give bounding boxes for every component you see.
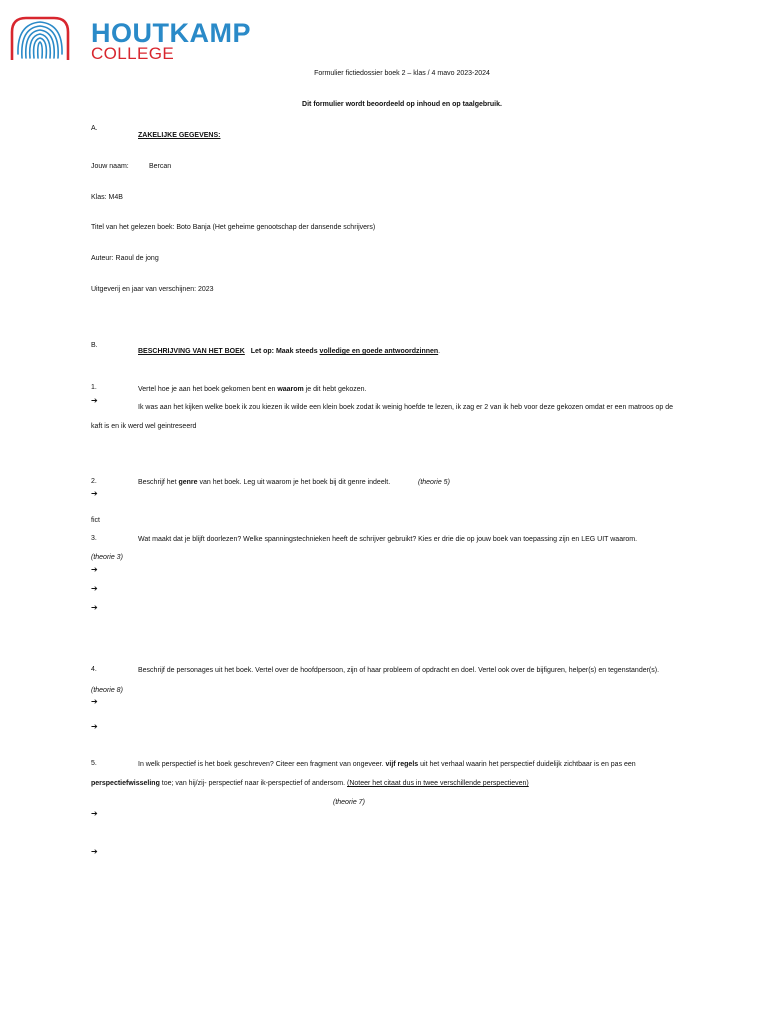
q5-line2: perspectiefwisseling toe; van hij/zij- perspectief naar ik-perspectief of andersom. (Noteer het citaat dus in twee verschillende perspectieven) xyxy=(91,780,529,787)
q2-theory: (theorie 5) xyxy=(418,479,450,486)
q4-theory: (theorie 8) xyxy=(91,687,123,694)
q3-arrow-icon-3: ➔ xyxy=(91,603,98,612)
q1-text: Vertel hoe je aan het boek gekomen bent en waarom je dit hebt gekozen. xyxy=(138,386,367,393)
q1-arrow-icon: ➔ xyxy=(91,396,98,405)
q5-line1: In welk perspectief is het boek geschreven? Citeer een fragment van ongeveer. vijf regels uit het verhaal waarin het perspectief duidelijk zichtbaar is en pas een xyxy=(138,761,636,768)
author-line: Auteur: Raoul de jong xyxy=(91,255,159,262)
section-b-heading-line xyxy=(138,347,440,356)
q3-number: 3. xyxy=(91,535,97,542)
section-b-note-end: . xyxy=(438,348,441,355)
section-a-heading: ZAKELIJKE GEGEVENS: xyxy=(138,132,221,139)
form-title: Formulier fictiedossier boek 2 – klas / 4 mavo 2023-2024 xyxy=(314,70,490,77)
name-label: Jouw naam: xyxy=(91,163,129,170)
q5-arrow-icon-1: ➔ xyxy=(91,809,98,818)
logo-word-houtkamp: HOUTKAMP xyxy=(91,18,251,48)
assessment-note: Dit formulier wordt beoordeeld op inhoud en op taalgebruik. xyxy=(302,101,502,108)
book-title-line: Titel van het gelezen boek: Boto Banja (Het geheime genootschap der dansende schrijvers) xyxy=(91,224,376,231)
section-a-letter: A. xyxy=(91,125,98,132)
q2-arrow-icon: ➔ xyxy=(91,489,98,498)
q3-text: Wat maakt dat je blijft doorlezen? Welke spanningstechnieken heeft de schrijver gebruikt? Kies er drie die op jouw boek van toepassing zijn en LEG UIT waarom. xyxy=(138,536,638,543)
q5-arrow-icon-2: ➔ xyxy=(91,847,98,856)
section-b-note-underlined: volledige en goede antwoordzinnen xyxy=(319,348,439,355)
section-b-heading: BESCHRIJVING VAN HET BOEK xyxy=(138,348,245,355)
fingerprint-icon xyxy=(6,14,74,64)
q1-number: 1. xyxy=(91,384,97,391)
q4-number: 4. xyxy=(91,666,97,673)
section-b-note: Let op: Maak steeds xyxy=(250,348,320,355)
q1-answer-line2: kaft is en ik werd wel geintreseerd xyxy=(91,423,197,430)
section-b-letter: B. xyxy=(91,342,98,349)
publisher-line: Uitgeverij en jaar van verschijnen: 2023 xyxy=(91,286,214,293)
q3-arrow-icon-1: ➔ xyxy=(91,565,98,574)
logo xyxy=(6,14,266,66)
q4-arrow-icon-1: ➔ xyxy=(91,697,98,706)
q2-text: Beschrijf het genre van het boek. Leg uit waarom je het boek bij dit genre indeelt. xyxy=(138,479,391,486)
class-line: Klas: M4B xyxy=(91,194,123,201)
q2-answer: fict xyxy=(91,517,100,524)
q3-theory: (theorie 3) xyxy=(91,554,123,561)
q2-number: 2. xyxy=(91,478,97,485)
q4-arrow-icon-2: ➔ xyxy=(91,722,98,731)
q5-number: 5. xyxy=(91,760,97,767)
q4-text: Beschrijf de personages uit het boek. Vertel over de hoofdpersoon, zijn of haar probleem of opdracht en doel. Vertel ook over de bijfiguren, helper(s) en tegenstander(s). xyxy=(138,667,660,674)
name-value: Bercan xyxy=(149,163,172,170)
q3-arrow-icon-2: ➔ xyxy=(91,584,98,593)
q5-theory: (theorie 7) xyxy=(333,799,365,806)
q1-answer-line1: Ik was aan het kijken welke boek ik zou kiezen ik wilde een klein boek zodat ik weinig hoefde te lezen, ik zag er 2 van ik heb voor deze gekozen omdat er een matroos op de xyxy=(138,404,674,411)
logo-word-college: COLLEGE xyxy=(91,44,175,63)
